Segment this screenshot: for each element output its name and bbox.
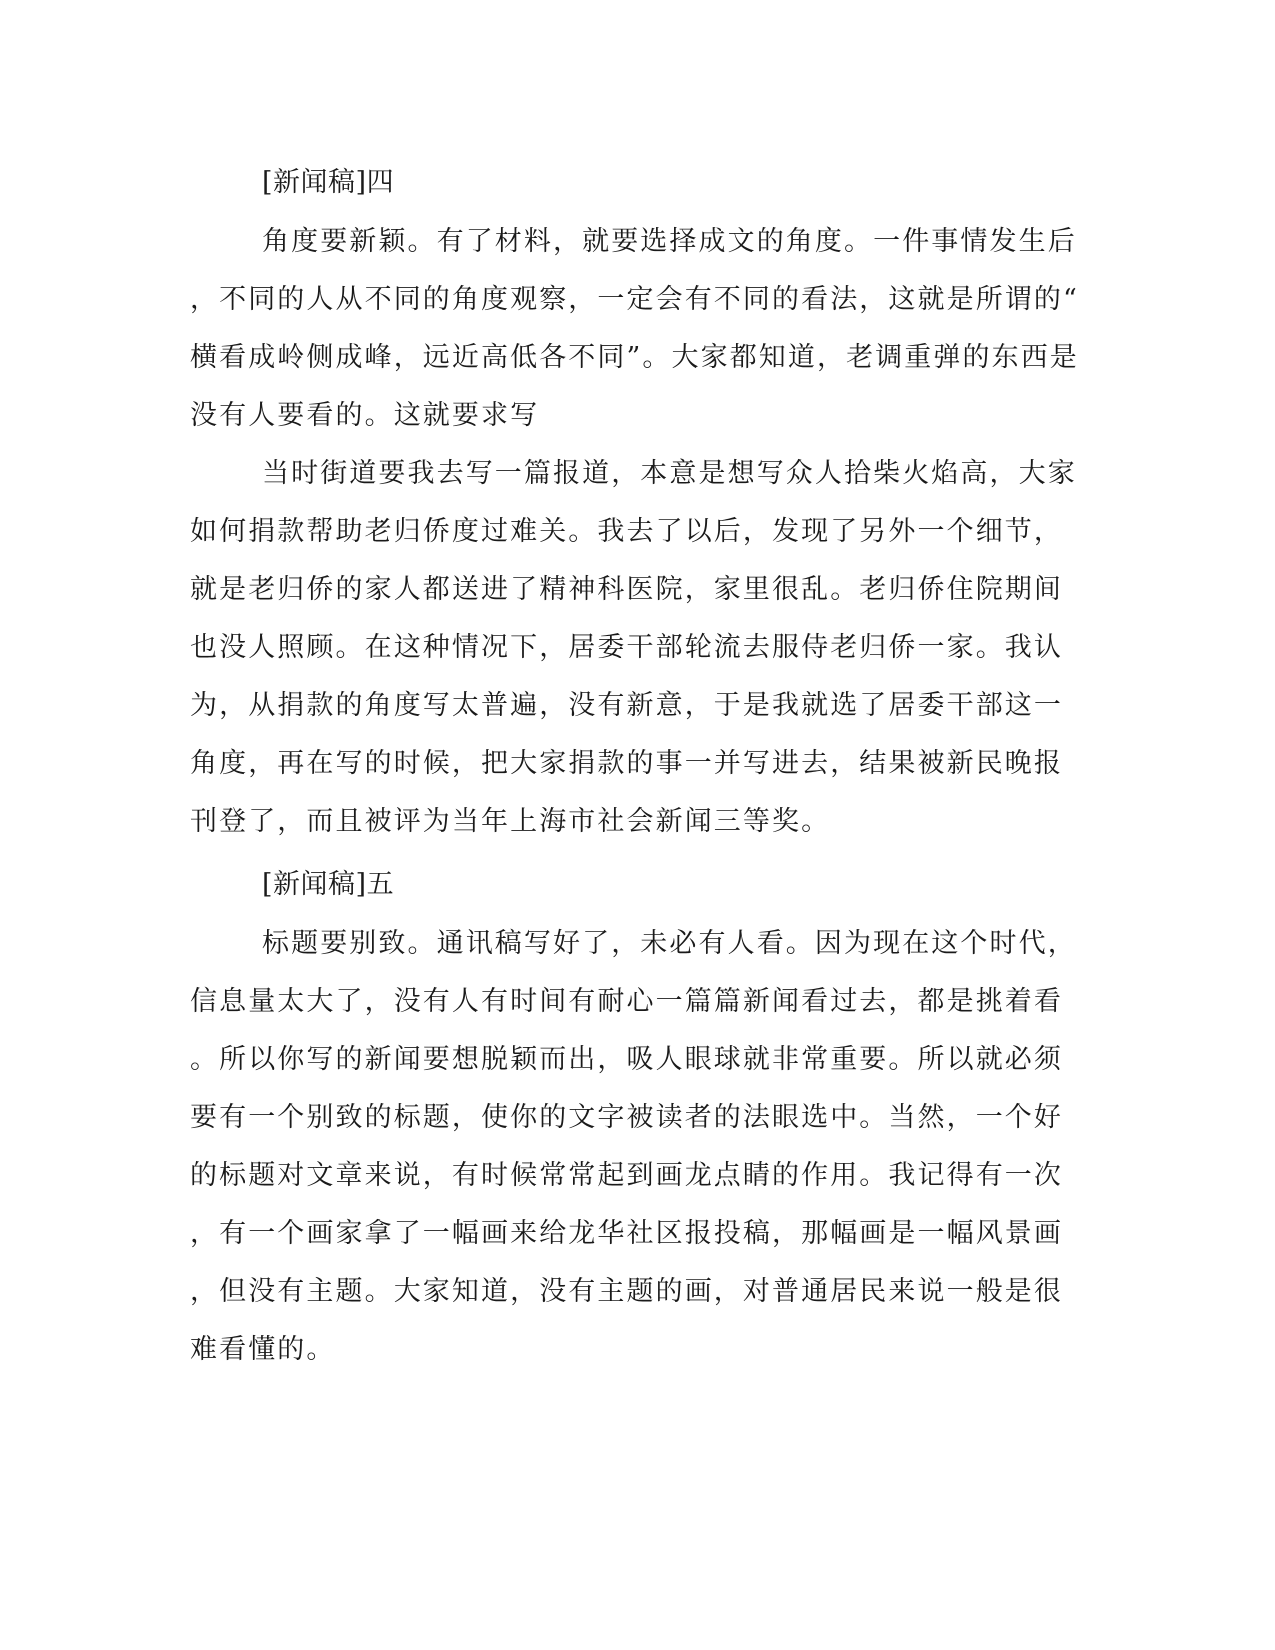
section-heading-4: [新闻稿]四 xyxy=(262,167,395,198)
paragraph-line: 信息量太大了，没有人有时间有耐心一篇篇新闻看过去，都是挑着看 xyxy=(190,986,1063,1017)
paragraph-line: 刊登了，而且被评为当年上海市社会新闻三等奖。 xyxy=(190,806,831,837)
paragraph-line: 如何捐款帮助老归侨度过难关。我去了以后，发现了另外一个细节， xyxy=(190,516,1063,547)
section-heading-5: [新闻稿]五 xyxy=(262,869,395,900)
paragraph-line: 为，从捐款的角度写太普遍，没有新意，于是我就选了居委干部这一 xyxy=(190,690,1063,721)
paragraph-line: 难看懂的。 xyxy=(190,1334,336,1365)
paragraph-line: 要有一个别致的标题，使你的文字被读者的法眼选中。当然，一个好 xyxy=(190,1102,1063,1133)
paragraph-line: 角度要新颖。有了材料，就要选择成文的角度。一件事情发生后 xyxy=(262,226,1077,257)
paragraph-line: 横看成岭侧成峰，远近高低各不同”。大家都知道，老调重弹的东西是 xyxy=(190,342,1079,373)
paragraph-line: 就是老归侨的家人都送进了精神科医院，家里很乱。老归侨住院期间 xyxy=(190,574,1063,605)
paragraph-line: ，但没有主题。大家知道，没有主题的画，对普通居民来说一般是很 xyxy=(190,1276,1063,1307)
paragraph-line: ，有一个画家拿了一幅画来给龙华社区报投稿，那幅画是一幅风景画 xyxy=(190,1218,1063,1249)
paragraph-line: 的标题对文章来说，有时候常常起到画龙点睛的作用。我记得有一次 xyxy=(190,1160,1063,1191)
paragraph-line: 。所以你写的新闻要想脱颖而出，吸人眼球就非常重要。所以就必须 xyxy=(190,1044,1063,1075)
paragraph-line: 也没人照顾。在这种情况下，居委干部轮流去服侍老归侨一家。我认 xyxy=(190,632,1063,663)
paragraph-line: ，不同的人从不同的角度观察，一定会有不同的看法，这就是所谓的“ xyxy=(190,284,1079,315)
paragraph-line: 标题要别致。通讯稿写好了，未必有人看。因为现在这个时代， xyxy=(262,928,1077,959)
paragraph-line: 没有人要看的。这就要求写 xyxy=(190,400,540,431)
paragraph-line: 角度，再在写的时候，把大家捐款的事一并写进去，结果被新民晚报 xyxy=(190,748,1063,779)
paragraph-line: 当时街道要我去写一篇报道，本意是想写众人拾柴火焰高，大家 xyxy=(262,458,1077,489)
